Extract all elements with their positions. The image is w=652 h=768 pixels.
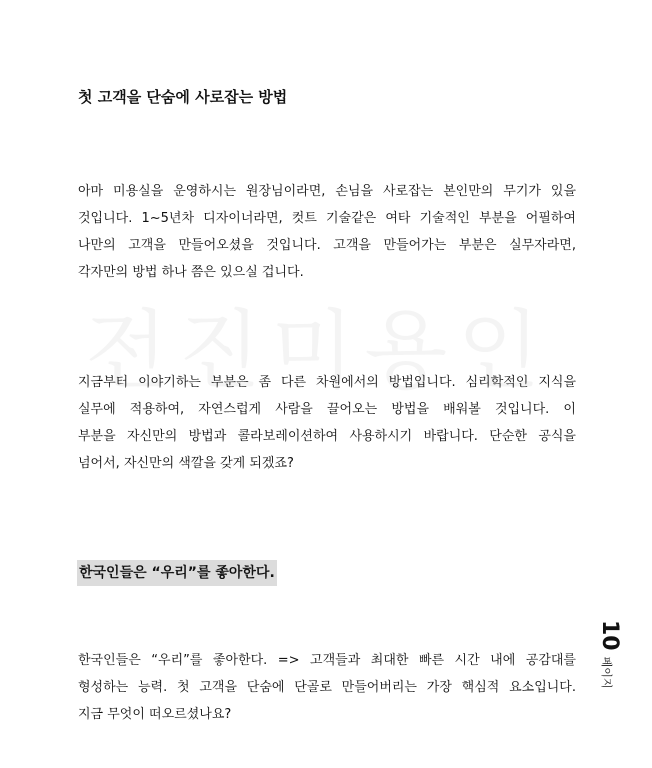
page-title: 첫 고객을 단숨에 사로잡는 방법 <box>78 88 288 106</box>
paragraph-section <box>78 647 576 728</box>
paragraph-line: 실무에 적용하여, 자연스럽게 사람을 끌어오는 방법을 배워볼 것입니다. 이 <box>78 402 576 417</box>
paragraph-line: 것입니다. 1~5년차 디자이너라면, 컷트 기술같은 여타 기술적인 부분을 어필하여 <box>78 211 576 226</box>
paragraph-line: 아마 미용실을 운영하시는 원장님이라면, 손님을 사로잡는 본인만의 무기가 있을 <box>78 184 576 199</box>
paragraph-line: 형성하는 능력. 첫 고객을 단숨에 단골로 만들어버리는 가장 핵심적 요소입니다. <box>78 680 576 695</box>
paragraph-line: 한국인들은 “우리”를 좋아한다. => 고객들과 최대한 빠른 시간 내에 공감대를 <box>78 653 576 668</box>
paragraph-line: 지금 무엇이 떠오르셨나요? <box>78 707 232 722</box>
page-number-label: 페이지 <box>600 656 613 689</box>
paragraph-line: 지금부터 이야기하는 부분은 좀 다른 차원에서의 방법입니다. 심리학적인 지식을 <box>78 375 576 390</box>
section-heading: 한국인들은 “우리”를 좋아한다. <box>77 560 277 586</box>
page-number-value: 10 <box>597 620 622 651</box>
paragraph-line: 넘어서, 자신만의 색깔을 갖게 되겠죠? <box>78 456 294 471</box>
paragraph-line: 각자만의 방법 하나 쯤은 있으실 겁니다. <box>78 265 304 280</box>
paragraph-method <box>78 369 576 477</box>
paragraph-intro <box>78 178 576 286</box>
paragraph-line: 나만의 고객을 만들어오셨을 것입니다. 고객을 만들어가는 부분은 실무자라면, <box>78 238 576 253</box>
page-number <box>594 620 624 700</box>
paragraph-line: 부분을 자신만의 방법과 콜라보레이션하여 사용하시기 바랍니다. 단순한 공식을 <box>78 429 576 444</box>
